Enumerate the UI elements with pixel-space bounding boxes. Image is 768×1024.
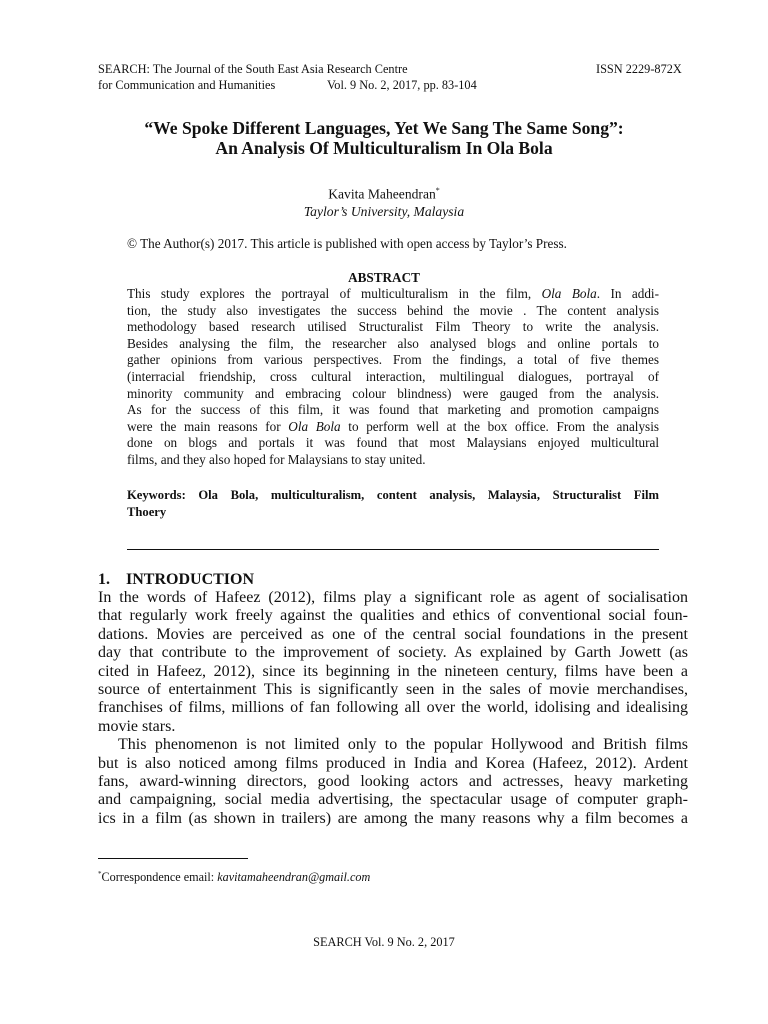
abstract-line: (interracial friendship, cross cultural interaction, multilingual dialogues, portrayal of <box>127 368 659 384</box>
introduction-body <box>98 589 688 828</box>
keywords-line1: Keywords: Ola Bola, multiculturalism, content analysis, Malaysia, Structuralist Film <box>127 488 659 502</box>
abstract-body <box>127 286 659 469</box>
journal-volume-pages: Vol. 9 No. 2, 2017, pp. 83-104 <box>327 78 477 92</box>
author-name: Kavita Maheendran <box>328 186 436 202</box>
abstract-line: minority community and embracing colour blindness) were gauged from the analysis. <box>127 385 659 401</box>
footnote-label: Correspondence email: <box>101 870 218 885</box>
footnote-rule <box>98 858 248 859</box>
body-line: ics in a film (as shown in trailers) are among the many reasons why a film becomes a <box>98 809 688 827</box>
author-footnote-mark: * <box>435 186 440 195</box>
abstract-line: This study explores the portrayal of multiculturalism in the film, Ola Bola. In addi- <box>127 286 659 301</box>
body-line: and campaigning, social media advertising, the spectacular usage of computer graph- <box>98 791 688 809</box>
article-title-line2: An Analysis Of Multiculturalism In Ola Bola <box>215 138 553 158</box>
body-line: movie stars. <box>98 717 176 735</box>
author-affiliation: Taylor’s University, Malaysia <box>303 204 465 219</box>
author-block <box>0 182 768 203</box>
abstract-line: films, and they also hoped for Malaysians to stay united. <box>127 451 426 467</box>
body-line: but is also noticed among films produced in India and Korea (Hafeez, 2012). Ardent <box>98 754 688 772</box>
abstract-line: tion, the study also investigates the success behind the movie . The content analysis <box>127 302 659 318</box>
body-line: that regularly work freely against the qualities and ethics of conventional social foun- <box>98 607 688 625</box>
body-line: dations. Movies are perceived as one of the central social foundations in the present <box>98 625 688 643</box>
copyright-notice: © The Author(s) 2017. This article is published with open access by Taylor’s Press. <box>127 236 567 251</box>
introduction-heading: 1. INTRODUCTION <box>98 571 255 588</box>
footnote <box>98 866 370 885</box>
page-footer: SEARCH Vol. 9 No. 2, 2017 <box>313 935 455 949</box>
keywords-line2: Thoery <box>127 505 167 519</box>
body-line: fans, award-winning directors, good looking actors and actresses, heavy marketing <box>98 773 688 791</box>
abstract-line: methodology based research utilised Structuralist Film Theory to write the analysis. <box>127 319 659 335</box>
keywords <box>127 487 659 521</box>
correspondence-email: kavitamaheendran@gmail.com <box>217 870 371 885</box>
body-line: franchises of films, millions of fan following all over the world, idolising and idealising <box>98 699 688 717</box>
article-title-line1: “We Spoke Different Languages, Yet We Sang The Same Song”: <box>144 118 624 138</box>
journal-name-line2: for Communication and Humanities <box>98 78 276 92</box>
body-line: cited in Hafeez, 2012), since its beginning in the nineteen century, films have been a <box>98 662 688 680</box>
abstract-line: were the main reasons for Ola Bola to perform well at the box office. From the analysis <box>127 418 659 434</box>
body-line: In the words of Hafeez (2012), films play a significant role as agent of socialisation <box>98 589 688 606</box>
abstract-heading: ABSTRACT <box>348 270 420 285</box>
film-title: Ola Bola <box>288 418 341 434</box>
body-line: day that contribute to the improvement of society. As explained by Garth Jowett (as <box>98 644 688 662</box>
footnote-mark: * <box>98 870 102 878</box>
body-line: source of entertainment This is significantly seen in the sales of movie merchandises, <box>98 681 688 699</box>
abstract-line: Besides analysing the film, the researcher also analysed blogs and online portals to <box>127 335 659 351</box>
issn: ISSN 2229-872X <box>596 62 682 76</box>
journal-name-line1: SEARCH: The Journal of the South East Asia Research Centre <box>98 62 408 76</box>
abstract-line: gather opinions from various perspectives. From the findings, a total of five themes <box>127 352 659 368</box>
abstract-line: done on blogs and portals it was found that most Malaysians enjoyed multicultural <box>127 435 659 451</box>
film-title: Ola Bola <box>541 286 597 301</box>
section-divider <box>127 549 659 550</box>
body-line: This phenomenon is not limited only to the popular Hollywood and British films <box>118 736 688 754</box>
abstract-line: As for the success of this film, it was found that marketing and promotion campaigns <box>127 402 659 418</box>
